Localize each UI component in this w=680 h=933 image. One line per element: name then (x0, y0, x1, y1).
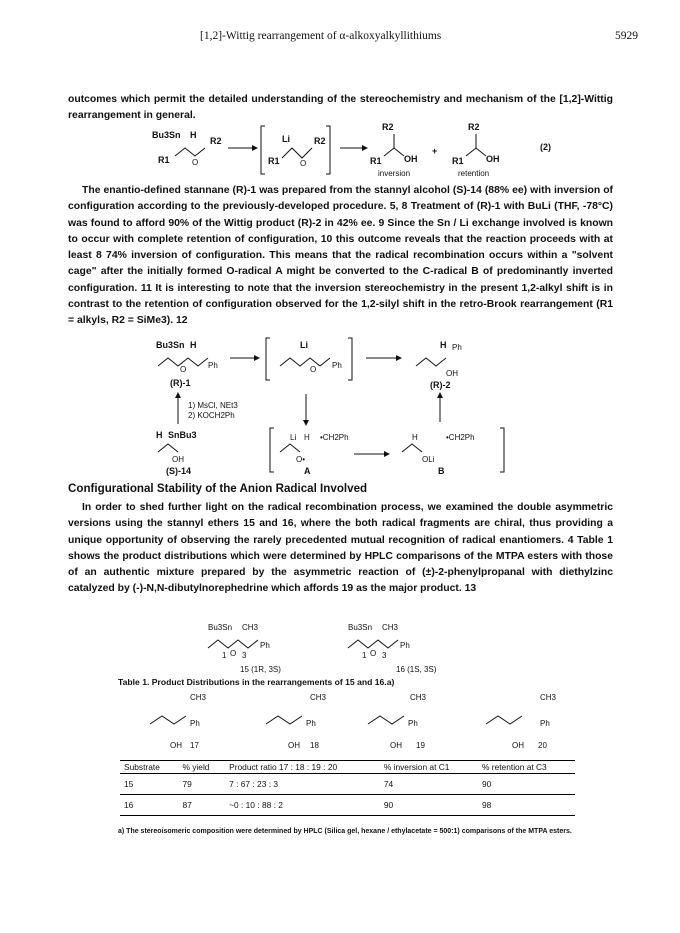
svg-text:OH: OH (288, 741, 300, 750)
table-caption: Table 1. Product Distributions in the rearrangements of 15 and 16.a) (118, 677, 395, 687)
svg-text:+: + (432, 146, 438, 156)
product-17 (150, 693, 207, 750)
svg-text:OH: OH (170, 741, 182, 750)
svg-text:•CH2Ph: •CH2Ph (446, 433, 475, 442)
svg-text:inversion: inversion (378, 169, 411, 178)
svg-text:OH: OH (172, 455, 184, 464)
svg-text:O: O (192, 158, 199, 167)
svg-text:H: H (190, 340, 197, 350)
svg-text:H: H (304, 433, 310, 442)
svg-text:R2: R2 (314, 136, 326, 146)
svg-text:Bu3Sn: Bu3Sn (208, 623, 233, 632)
svg-text:1) MsCl, NEt3: 1) MsCl, NEt3 (188, 401, 238, 410)
scheme-stannyl-ethers (200, 618, 500, 676)
svg-text:Bu3Sn: Bu3Sn (348, 623, 373, 632)
svg-text:(R)-1: (R)-1 (170, 378, 191, 388)
svg-text:SnBu3: SnBu3 (168, 430, 197, 440)
svg-text:Ph: Ph (260, 641, 270, 650)
product-20 (486, 693, 557, 750)
svg-text:H: H (156, 430, 163, 440)
svg-text:(R)-2: (R)-2 (430, 380, 451, 390)
svg-text:O: O (180, 365, 187, 374)
col-inversion: % inversion at C1 (380, 761, 478, 774)
svg-text:CH3: CH3 (382, 623, 399, 632)
svg-text:B: B (438, 466, 445, 476)
product-structures (140, 690, 590, 760)
table-cell: 90 (380, 795, 478, 816)
svg-text:OH: OH (404, 154, 418, 164)
svg-text:OH: OH (486, 154, 500, 164)
svg-text:retention: retention (458, 169, 490, 178)
svg-text:R1: R1 (158, 155, 170, 165)
svg-text:Ph: Ph (408, 719, 418, 728)
section-heading: Configurational Stability of the Anion Radical Involved (68, 482, 368, 495)
svg-text:O: O (370, 649, 377, 658)
scheme-equation-2 (150, 118, 570, 180)
scheme-radical-mechanism (150, 336, 550, 476)
page-number: 5929 (615, 30, 638, 42)
svg-text:H: H (190, 130, 197, 140)
svg-text:15 (1R, 3S): 15 (1R, 3S) (240, 665, 281, 674)
svg-text:R2: R2 (468, 122, 480, 132)
svg-text:A: A (304, 466, 311, 476)
svg-text:H: H (412, 433, 418, 442)
svg-text:CH3: CH3 (410, 693, 427, 702)
svg-text:O: O (230, 649, 237, 658)
svg-text:R1: R1 (370, 156, 382, 166)
svg-text:O•: O• (296, 455, 306, 464)
svg-text:OH: OH (390, 741, 402, 750)
svg-text:Ph: Ph (452, 343, 462, 352)
table-cell: 16 (120, 795, 178, 816)
svg-text:19: 19 (416, 741, 425, 750)
paragraph-intro-end: outcomes which permit the detailed understanding of the stereochemistry and mechanism of the [1,2]-Wittig rearrangement in general. (68, 94, 613, 122)
table-cell: 15 (120, 774, 178, 795)
svg-text:1: 1 (222, 651, 227, 660)
svg-text:R2: R2 (382, 122, 394, 132)
svg-text:CH3: CH3 (540, 693, 557, 702)
svg-text:3: 3 (382, 651, 387, 660)
svg-text:CH3: CH3 (242, 623, 259, 632)
col-retention: % retention at C3 (478, 761, 575, 774)
svg-text:3: 3 (242, 651, 247, 660)
svg-text:R1: R1 (268, 156, 280, 166)
svg-text:Bu3Sn: Bu3Sn (156, 340, 185, 350)
running-title: [1,2]-Wittig rearrangement of α-alkoxyalkyllithiums (200, 30, 442, 42)
table-cell: ~0 : 10 : 88 : 2 (225, 795, 380, 816)
svg-text:Ph: Ph (190, 719, 200, 728)
svg-text:Ph: Ph (208, 361, 218, 370)
svg-text:O: O (310, 365, 317, 374)
svg-text:Li: Li (282, 134, 290, 144)
svg-text:Ph: Ph (540, 719, 550, 728)
svg-text:•CH2Ph: •CH2Ph (320, 433, 349, 442)
svg-text:Ph: Ph (332, 361, 342, 370)
table-row (120, 795, 575, 816)
table-cell: 7 : 67 : 23 : 3 (225, 774, 380, 795)
svg-text:OLi: OLi (422, 455, 435, 464)
col-substrate: Substrate (120, 761, 178, 774)
svg-text:CH3: CH3 (310, 693, 327, 702)
svg-text:CH3: CH3 (190, 693, 207, 702)
svg-text:(2): (2) (540, 142, 551, 152)
svg-text:2) KOCH2Ph: 2) KOCH2Ph (188, 411, 235, 420)
svg-text:Ph: Ph (400, 641, 410, 650)
svg-text:Li: Li (290, 433, 297, 442)
col-ratio: Product ratio 17 : 18 : 19 : 20 (225, 761, 380, 774)
svg-text:H: H (440, 340, 447, 350)
svg-text:20: 20 (538, 741, 547, 750)
svg-text:17: 17 (190, 741, 199, 750)
svg-text:Bu3Sn: Bu3Sn (152, 130, 181, 140)
table-row (120, 774, 575, 795)
product-18 (266, 693, 327, 750)
table-cell: 74 (380, 774, 478, 795)
svg-text:(S)-14: (S)-14 (166, 466, 192, 476)
table-1 (120, 760, 575, 816)
paragraph-configurational: In order to shed further light on the radical recombination process, we examined the double asymmetric versions using the stannyl ethers 15 and 16, where the both radical fragments are chiral, thus providing a unique opportunity of observing the rarely precedented mutual recognition of radical enantiomers. 4 Table 1 shows the product distributions which were determined by HPLC comparisons of the MTPA esters with those of an authentic mixture prepared by the asymmetric reaction of (±)-2-phenylpropanal with diethylzinc catalyzed by (-)-N,N-dibutylnorephedrine which affords 19 as the major product. 13 (68, 502, 613, 595)
svg-text:16 (1S, 3S): 16 (1S, 3S) (396, 665, 437, 674)
svg-text:Ph: Ph (306, 719, 316, 728)
svg-text:OH: OH (446, 369, 458, 378)
svg-text:1: 1 (362, 651, 367, 660)
table-cell: 79 (178, 774, 225, 795)
paragraph-stannane: The enantio-defined stannane (R)-1 was prepared from the stannyl alcohol (S)-14 (88% ee) with inversion of configuration according to the previously-developed procedure. 5, 8 Treatment of (R)-1 with BuLi (THF, -78°C) was found to afford 90% of the Wittig product (R)-2 in 42% ee. 9 Since the Sn / Li exchange involved is known to occur with complete retention of configuration, 10 this outcome reveals that the reaction proceeds with at least 8 74% inversion of configuration. This means that the radical recombination occurs within a "solvent cage" after the initially formed O-radical A might be converted to the C-radical B of predominantly inverted configuration. 11 It is interesting to note that the inversion stereochemistry in the present 1,2-alkyl shift is in contrast to the retention of configuration observed for the 1,2-silyl shift in the retro-Brook rearrangement (R1 = alkyls, R2 = SiMe3). 12 (68, 185, 613, 327)
svg-text:R1: R1 (452, 156, 464, 166)
table-cell: 98 (478, 795, 575, 816)
col-yield: % yield (178, 761, 225, 774)
product-19 (368, 693, 427, 750)
svg-text:18: 18 (310, 741, 319, 750)
svg-text:R2: R2 (210, 136, 222, 146)
table-cell: 90 (478, 774, 575, 795)
table-cell: 87 (178, 795, 225, 816)
svg-text:Li: Li (300, 340, 308, 350)
svg-text:O: O (300, 159, 307, 168)
svg-text:OH: OH (512, 741, 524, 750)
table-header-row (120, 761, 575, 774)
table-footnote: a) The stereoisomeric composition were determined by HPLC (Silica gel, hexane / ethylacetate = 500:1) comparisons of the MTPA esters. (118, 828, 572, 835)
